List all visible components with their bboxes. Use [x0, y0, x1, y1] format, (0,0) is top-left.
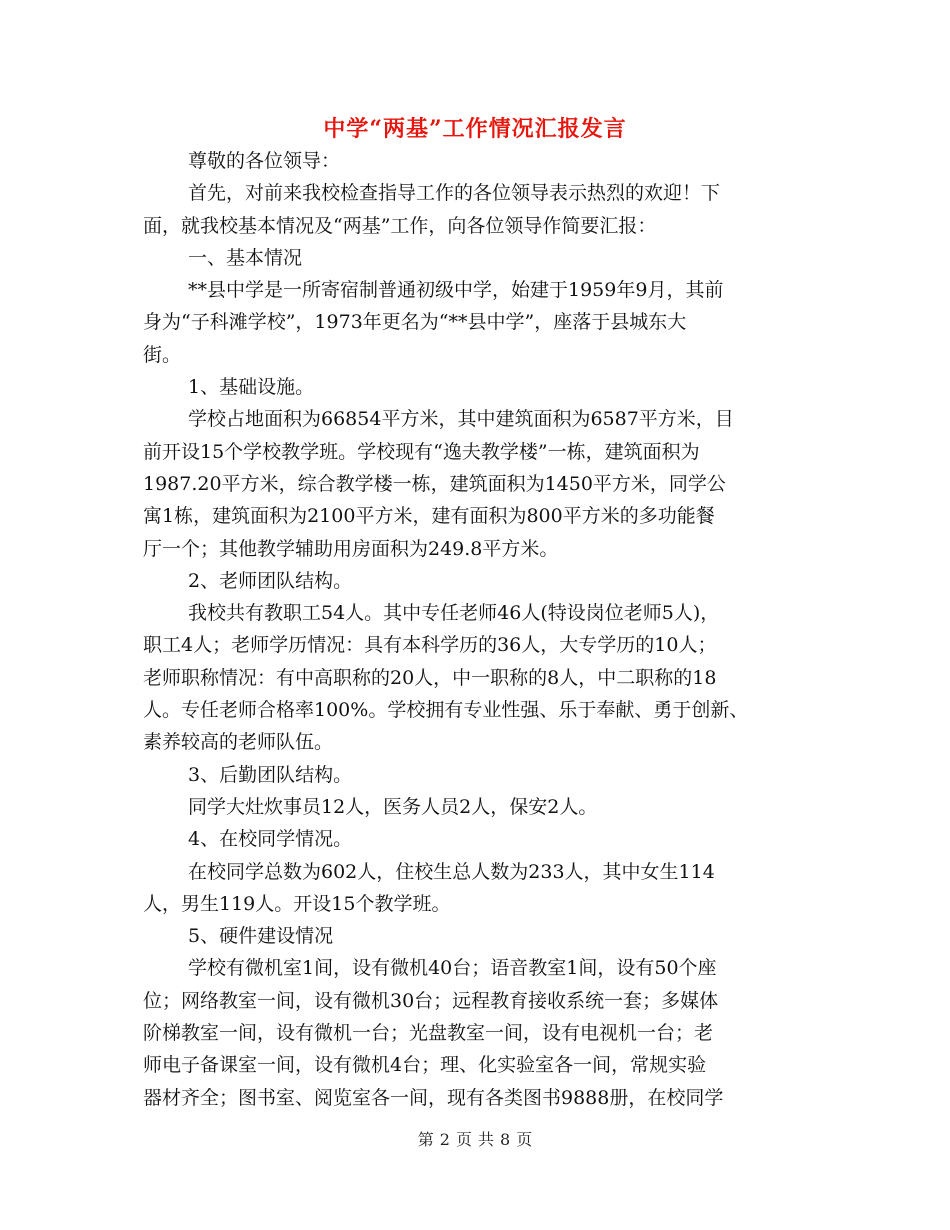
paragraph-line: 同学大灶炊事员12人，医务人员2人，保安2人。	[188, 795, 598, 818]
document-body	[143, 145, 813, 1114]
footer-prefix: 第	[417, 1130, 434, 1149]
paragraph-line: 人，男生119人。开设15个教学班。	[143, 892, 451, 915]
paragraph-line: 学校占地面积为66854平方米，其中建筑面积为6587平方米，目	[188, 408, 734, 431]
section-heading: 一、基本情况	[188, 246, 303, 269]
footer-total-label: 共	[478, 1130, 495, 1149]
paragraph-line: 阶梯教室一间，设有微机一台；光盘教室一间，设有电视机一台；老	[143, 1022, 714, 1045]
paragraph-line: 位；网络教室一间，设有微机30台；远程教育接收系统一套；多媒体	[143, 989, 719, 1012]
paragraph-line: **县中学是一所寄宿制普通初级中学，始建于1959年9月，其前	[188, 279, 724, 302]
paragraph-line: 我校共有教职工54人。其中专任老师46人(特设岗位老师5人)，	[188, 602, 720, 625]
paragraph-line: 器材齐全；图书室、阅览室各一间，现有各类图书9888册，在校同学	[143, 1086, 724, 1109]
paragraph-line: 尊敬的各位领导：	[188, 150, 341, 172]
paragraph-line: 老师职称情况：有中高职称的20人，中一职称的8人，中二职称的18	[143, 666, 717, 689]
subsection-heading: 4、在校同学情况。	[188, 828, 353, 851]
paragraph-line: 首先，对前来我校检查指导工作的各位领导表示热烈的欢迎！下	[188, 182, 721, 205]
subsection-heading: 1、基础设施。	[188, 376, 315, 399]
paragraph-line: 1987.20平方米，综合教学楼一栋，建筑面积为1450平方米，同学公	[143, 472, 726, 495]
paragraph-line: 前开设15个学校教学班。学校现有“逸夫教学楼”一栋，建筑面积为	[143, 440, 700, 463]
page-footer	[0, 1127, 950, 1150]
paragraph-line: 人。专任老师合格率100%。学校拥有专业性强、乐于奉献、勇于创新、	[143, 699, 749, 722]
paragraph-line: 厅一个；其他教学辅助用房面积为249.8平方米。	[143, 537, 559, 560]
paragraph-line: 职工4人；老师学历情况：具有本科学历的36人，大专学历的10人；	[143, 634, 717, 657]
subsection-heading: 3、后勤团队结构。	[188, 763, 353, 786]
paragraph-line: 身为“子科滩学校”，1973年更名为“**县中学”，座落于县城东大	[143, 311, 687, 334]
subsection-heading: 2、老师团队结构。	[188, 569, 353, 592]
paragraph-line: 寓1栋，建筑面积为2100平方米，建有面积为800平方米的多功能餐	[143, 505, 715, 528]
footer-suffix: 页	[516, 1130, 533, 1149]
paragraph-line: 师电子备课室一间，设有微机4台；理、化实验室各一间，常规实验	[143, 1054, 707, 1077]
footer-page-number: 2	[439, 1130, 450, 1149]
paragraph-line: 面，就我校基本情况及“两基”工作，向各位领导作简要汇报：	[143, 214, 657, 237]
paragraph-line: 在校同学总数为602人，住校生总人数为233人，其中女生114	[188, 860, 715, 883]
footer-total-pages: 8	[500, 1130, 511, 1149]
footer-page-unit: 页	[455, 1130, 472, 1149]
paragraph-line: 素养较高的老师队伍。	[143, 731, 334, 754]
subsection-heading: 5、硬件建设情况	[188, 925, 334, 948]
paragraph-line: 街。	[143, 343, 182, 366]
paragraph-line: 学校有微机室1间，设有微机40台；语音教室1间，设有50个座	[188, 957, 717, 980]
document-title: 中学“两基”工作情况汇报发言	[323, 116, 627, 142]
